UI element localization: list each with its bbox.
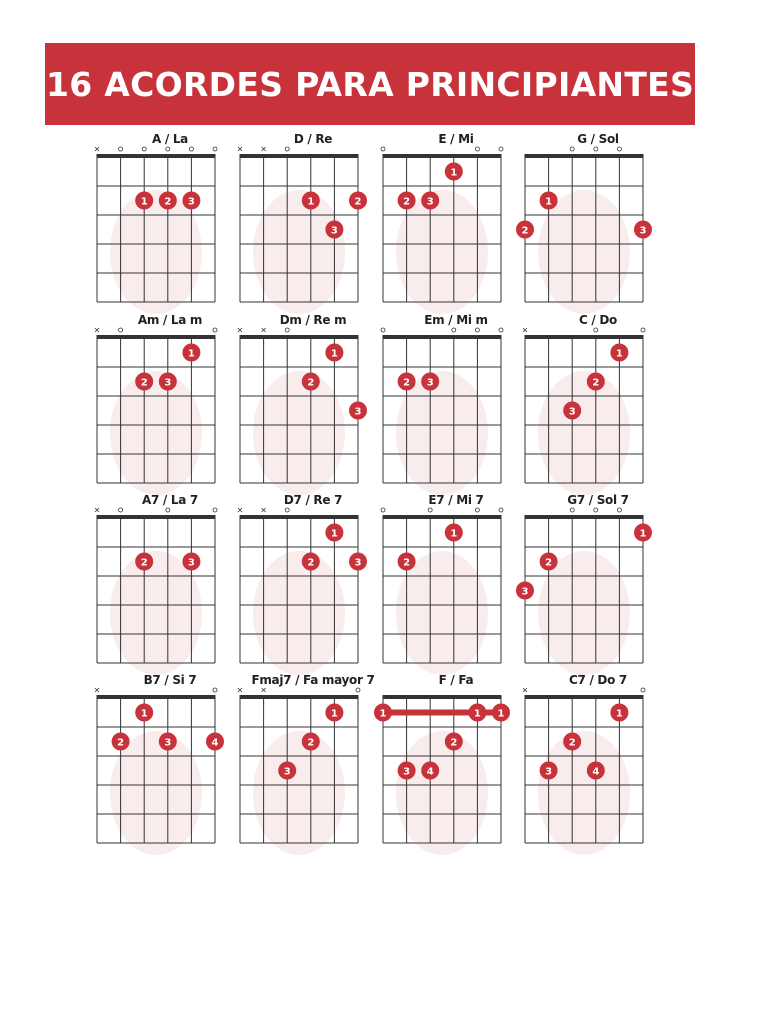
finger-dot: [182, 553, 200, 571]
nut: [383, 335, 502, 339]
finger-dot: [206, 733, 224, 751]
finger-number: 1: [330, 528, 338, 540]
muted-string-marker: [238, 508, 242, 512]
finger-dot: [302, 192, 320, 210]
chord-diagram: [381, 493, 531, 671]
open-string-marker: [381, 147, 385, 151]
fretboard: [381, 673, 531, 851]
open-string-marker: [617, 508, 621, 512]
fretboard: [523, 132, 673, 310]
chord-name: D / Re: [293, 132, 333, 146]
finger-dot: [135, 373, 153, 391]
finger-dot: [421, 192, 439, 210]
finger-dot: [540, 762, 558, 780]
finger-number: 3: [639, 225, 647, 237]
chord-name: C7 / Do 7: [569, 673, 627, 687]
finger-number: 3: [426, 196, 434, 208]
open-string-marker: [594, 508, 598, 512]
chord-name: C / Do: [579, 313, 617, 327]
open-string-marker: [356, 688, 360, 692]
chord-diagram: [381, 313, 531, 491]
guitar-watermark: [253, 551, 345, 675]
finger-dot: [516, 221, 534, 239]
chord-diagram: [95, 313, 245, 491]
nut: [240, 335, 359, 339]
barre-finger: [492, 704, 510, 722]
chord-name: Dm / Re m: [279, 313, 347, 327]
finger-dot: [159, 373, 177, 391]
finger-dot: [349, 402, 367, 420]
chord-name: Am / La m: [137, 313, 203, 327]
muted-string-marker: [238, 328, 242, 332]
nut: [97, 695, 216, 699]
fretboard: [95, 132, 245, 310]
finger-number: 2: [592, 377, 600, 389]
fretboard: [381, 132, 531, 310]
chord-diagram: [95, 673, 245, 851]
open-string-marker: [641, 328, 645, 332]
open-string-marker: [213, 508, 217, 512]
muted-string-marker: [523, 328, 527, 332]
barre-finger: [468, 704, 486, 722]
finger-dot: [302, 373, 320, 391]
finger-number: 2: [117, 737, 125, 749]
open-string-marker: [119, 328, 123, 332]
muted-string-marker: [262, 328, 266, 332]
finger-number: 2: [403, 557, 411, 569]
nut: [525, 154, 644, 158]
finger-number: 2: [568, 737, 576, 749]
open-string-marker: [285, 328, 289, 332]
finger-number: 4: [211, 737, 219, 749]
guitar-watermark: [396, 731, 488, 855]
fretboard: [238, 132, 388, 310]
finger-dot: [159, 192, 177, 210]
open-string-marker: [617, 147, 621, 151]
finger-number: 1: [330, 708, 338, 720]
finger-number: 1: [140, 708, 148, 720]
chord-diagram: [381, 132, 531, 310]
finger-dot: [587, 762, 605, 780]
chord-name: A / La: [152, 132, 188, 146]
guitar-watermark: [538, 731, 630, 855]
finger-number: 1: [140, 196, 148, 208]
finger-dot: [278, 762, 296, 780]
finger-number: 2: [545, 557, 553, 569]
finger-number: 2: [307, 557, 315, 569]
open-string-marker: [381, 508, 385, 512]
nut: [240, 154, 359, 158]
chord-diagram: [523, 673, 673, 851]
nut: [383, 515, 502, 519]
open-string-marker: [594, 147, 598, 151]
finger-number: 2: [521, 225, 529, 237]
chord-diagram: [523, 313, 673, 491]
fretboard: [238, 673, 388, 851]
finger-number: 3: [521, 586, 529, 598]
open-string-marker: [285, 508, 289, 512]
finger-dot: [325, 524, 343, 542]
nut: [383, 154, 502, 158]
finger-number: 2: [140, 377, 148, 389]
open-string-marker: [119, 147, 123, 151]
finger-dot: [563, 402, 581, 420]
chord-name: D7 / Re 7: [283, 493, 343, 507]
chord-diagram: [95, 493, 245, 671]
finger-number: 1: [187, 348, 195, 360]
open-string-marker: [570, 147, 574, 151]
open-string-marker: [142, 147, 146, 151]
finger-dot: [540, 553, 558, 571]
finger-number: 1: [473, 708, 481, 720]
finger-dot: [610, 344, 628, 362]
chord-name: Em / Mi m: [424, 313, 488, 327]
finger-dot: [634, 524, 652, 542]
muted-string-marker: [262, 688, 266, 692]
finger-dot: [421, 762, 439, 780]
fretboard: [95, 313, 245, 491]
finger-number: 2: [450, 737, 458, 749]
open-string-marker: [475, 508, 479, 512]
finger-number: 3: [164, 377, 172, 389]
fretboard: [523, 673, 673, 851]
finger-number: 3: [354, 557, 362, 569]
open-string-marker: [189, 147, 193, 151]
open-string-marker: [452, 328, 456, 332]
finger-number: 3: [354, 406, 362, 418]
finger-number: 1: [307, 196, 315, 208]
open-string-marker: [499, 508, 503, 512]
finger-number: 1: [450, 167, 458, 179]
open-string-marker: [499, 328, 503, 332]
finger-number: 3: [187, 557, 195, 569]
open-string-marker: [119, 508, 123, 512]
open-string-marker: [594, 328, 598, 332]
open-string-marker: [641, 688, 645, 692]
guitar-watermark: [253, 731, 345, 855]
finger-number: 3: [283, 766, 291, 778]
finger-number: 2: [140, 557, 148, 569]
page-title: 16 ACORDES PARA PRINCIPIANTES: [45, 64, 695, 104]
fretboard: [381, 313, 531, 491]
finger-number: 2: [403, 377, 411, 389]
fretboard: [95, 673, 245, 851]
nut: [97, 335, 216, 339]
finger-number: 4: [426, 766, 434, 778]
guitar-watermark: [253, 371, 345, 495]
finger-number: 1: [615, 708, 623, 720]
finger-dot: [634, 221, 652, 239]
finger-number: 3: [568, 406, 576, 418]
chord-name: F / Fa: [438, 673, 474, 687]
chord-name: G / Sol: [577, 132, 619, 146]
open-string-marker: [499, 147, 503, 151]
fretboard: [523, 493, 673, 671]
chord-name: G7 / Sol 7: [567, 493, 629, 507]
finger-number: 2: [354, 196, 362, 208]
open-string-marker: [381, 328, 385, 332]
finger-number: 1: [450, 528, 458, 540]
chord-diagram: [238, 313, 388, 491]
chord-diagram: [523, 493, 673, 671]
finger-dot: [398, 373, 416, 391]
finger-number: 2: [164, 196, 172, 208]
finger-number: 2: [403, 196, 411, 208]
fretboard: [381, 493, 531, 671]
finger-dot: [445, 524, 463, 542]
fretboard: [523, 313, 673, 491]
finger-number: 3: [426, 377, 434, 389]
open-string-marker: [166, 508, 170, 512]
fretboard: [238, 313, 388, 491]
finger-number: 3: [330, 225, 338, 237]
nut: [525, 335, 644, 339]
finger-number: 1: [330, 348, 338, 360]
muted-string-marker: [95, 688, 99, 692]
finger-dot: [421, 373, 439, 391]
open-string-marker: [166, 147, 170, 151]
finger-number: 1: [639, 528, 647, 540]
finger-dot: [135, 704, 153, 722]
fretboard: [238, 493, 388, 671]
open-string-marker: [213, 147, 217, 151]
finger-dot: [349, 553, 367, 571]
nut: [525, 515, 644, 519]
finger-dot: [540, 192, 558, 210]
open-string-marker: [213, 688, 217, 692]
title-banner: [45, 43, 695, 125]
finger-dot: [302, 733, 320, 751]
chord-name: E7 / Mi 7: [428, 493, 484, 507]
finger-dot: [516, 582, 534, 600]
open-string-marker: [475, 328, 479, 332]
muted-string-marker: [523, 688, 527, 692]
finger-dot: [325, 704, 343, 722]
fretboard: [95, 493, 245, 671]
finger-number: 1: [615, 348, 623, 360]
muted-string-marker: [238, 147, 242, 151]
chord-diagram: [95, 132, 245, 310]
chord-name: B7 / Si 7: [143, 673, 197, 687]
chord-diagram: [238, 493, 388, 671]
finger-number: 1: [379, 708, 387, 720]
finger-number: 3: [187, 196, 195, 208]
finger-dot: [398, 553, 416, 571]
chord-diagram: [238, 132, 388, 310]
finger-dot: [445, 733, 463, 751]
finger-dot: [182, 192, 200, 210]
nut: [97, 154, 216, 158]
open-string-marker: [213, 328, 217, 332]
guitar-watermark: [253, 190, 345, 314]
muted-string-marker: [262, 147, 266, 151]
guitar-watermark: [538, 371, 630, 495]
chord-diagram: [238, 673, 388, 851]
muted-string-marker: [95, 508, 99, 512]
nut: [383, 695, 502, 699]
open-string-marker: [475, 147, 479, 151]
muted-string-marker: [238, 688, 242, 692]
muted-string-marker: [95, 147, 99, 151]
muted-string-marker: [262, 508, 266, 512]
finger-number: 4: [592, 766, 600, 778]
finger-number: 2: [307, 377, 315, 389]
nut: [525, 695, 644, 699]
finger-dot: [159, 733, 177, 751]
finger-dot: [445, 163, 463, 181]
finger-number: 3: [403, 766, 411, 778]
finger-dot: [587, 373, 605, 391]
finger-dot: [182, 344, 200, 362]
finger-number: 1: [545, 196, 553, 208]
finger-dot: [398, 192, 416, 210]
finger-dot: [398, 762, 416, 780]
nut: [240, 695, 359, 699]
nut: [240, 515, 359, 519]
finger-dot: [325, 221, 343, 239]
open-string-marker: [570, 508, 574, 512]
finger-number: 3: [545, 766, 553, 778]
finger-number: 1: [497, 708, 505, 720]
chord-diagram: [381, 673, 531, 851]
guitar-watermark: [110, 371, 202, 495]
chord-diagram: [523, 132, 673, 310]
finger-dot: [610, 704, 628, 722]
finger-number: 2: [307, 737, 315, 749]
finger-dot: [349, 192, 367, 210]
finger-dot: [563, 733, 581, 751]
muted-string-marker: [95, 328, 99, 332]
finger-dot: [302, 553, 320, 571]
chord-name: A7 / La 7: [142, 493, 198, 507]
open-string-marker: [428, 508, 432, 512]
nut: [97, 515, 216, 519]
barre-finger: [374, 704, 392, 722]
finger-dot: [325, 344, 343, 362]
finger-dot: [135, 553, 153, 571]
chord-name: E / Mi: [438, 132, 474, 146]
chord-name: Fmaj7 / Fa mayor 7: [251, 673, 375, 687]
finger-number: 3: [164, 737, 172, 749]
open-string-marker: [285, 147, 289, 151]
finger-dot: [135, 192, 153, 210]
finger-dot: [112, 733, 130, 751]
